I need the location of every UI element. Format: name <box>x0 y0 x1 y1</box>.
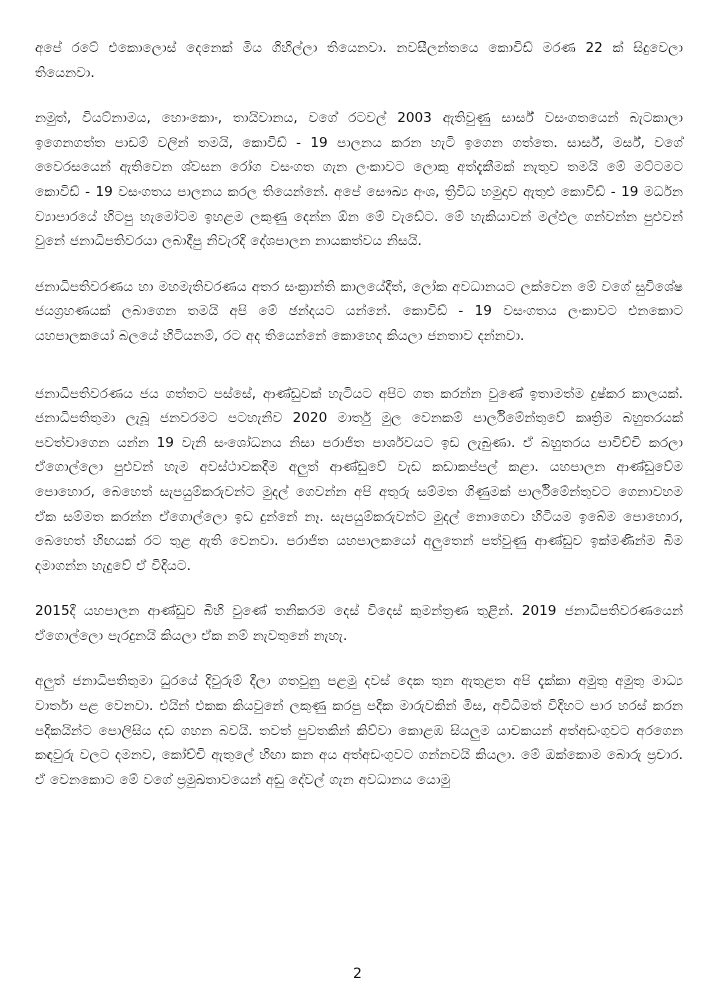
page-number: 2 <box>353 966 362 982</box>
paragraph-5: 2015දී යහපාලන ආණ්ඩුව බිහි වුණේ තනිකරම දෙස් විදෙස් කුමන්ත්‍රණ තුළින්. 2019 ජනාධිපතිවරණයෙන් ඒගොල්ලො පැරදුනයි කියලා ඒක නම් නැවතුනේ නැහැ. <box>35 603 683 644</box>
paragraph-4: ජනාධිපතිවරණය ජය ගත්තට පස්සේ, ආණ්ඩුවක් හැටියට අපිට ගත කරන්න වුණේ ඉතාමත්ම දුෂ්කර කාලයක්. ජනාධිපතිතුමා ලැබූ ජනවරමට පටහැනිව 2020 මාර්තු මුල වෙනකම් පාර්ලිමේන්තුවේ කෘත්‍රිම බහුතරයක් පවත්වාගෙන යන්න 19 වැනි සංශෝධනය නිසා පරාජිත පාර්ශවයට ඉඩ ලැබුණා. ඒ බහුතරය පාවිච්චි කරලා ඒගොල්ලො පුළුවන් හැම අවස්ථාවකදීම අලුත් ආණ්ඩුවේ වැඩ කඩාකප්පල් කළා. යහපාලන ආණ්ඩුවේම පොහොර, බෙහෙත් සැපයුම්කරුවන්ට මුදල් ගෙවන්න අපි අතුරු සම්මත ගිණුමක් පාර්ලිමේන්තුවට ගෙනාවහම ඒක සම්මත කරන්න ඒගොල්ලො ඉඩ දුන්නේ නෑ. සැපයුම්කරුවන්ට මුදල් නොගෙවා හිටියම ඉබේම පොහොර, බෙහෙත් හිඟයක් රට තුළ ඇති වෙනවා. පරාජිත යහපාලකයෝ අලුතෙන් පත්වුණු ආණ්ඩුව ඉක්මණින්ම බිම දමාගන්න හැදුවේ ඒ විදියට. <box>35 385 683 574</box>
body-text <box>35 36 683 813</box>
paragraph-1: අපේ රටේ එකොලොස් දෙනෙක් මිය ගිහිල්ලා තියෙනවා. නවසීලන්තයෙ කොවිඩ් මරණ 22 ක් සිදුවෙලා තියෙනවා. <box>35 40 683 81</box>
paragraph-2: නමුත්, වියට්නාමය, හොංකොං, තායිවානය, වගේ රටවල් 2003 ඇතිවුණු සාර්ස් වසංගතයෙන් බැටකාලා ඉගෙනගත්ත පාඩම් වලින් තමයි, කොවිඩ් - 19 පාලනය කරන හැටි ඉගෙන ගත්තෙ. සාර්ස්, මර්ස්, වගේ වෛරසයෙන් ඇතිවෙන ශ්වසන රෝග වසංගත ගැන ලංකාවට ලොකු අත්දැකීමක් නැතුව තමයි මේ මට්ටමට කොවිඩ් - 19 වසංගතය පාලනය කරල තියෙන්නේ. අපේ සෞඛ්‍ය අංශ, ත්‍රිවිධ හමුදාව ඇතුළු කොවිඩ් - 19 මර්ධන ව්‍යාපාරයේ හිටපු හැමෝටම ඉහළම ලකුණු දෙන්න ඕන මේ වැඩේට. මේ හැකියාවන් මල්ඵල ගන්වන්න පුළුවන් වුනේ ජනාධිපතිවරයා ලබාදීපු නිවැරදි දේශපාලන නායකත්වය නිසයි. <box>35 110 683 250</box>
paragraph-6: අලුත් ජනාධිපතිතුමා ධුරයේ දිවුරුම් දීලා ගතවුනු පළමු දවස් දෙක තුන ඇතුළත අපි දැක්කා අමුතු අමුතු මාධ්‍ය වාර්තා පළ වෙනවා. එයින් එකක කියවුනේ ලකුණු කරපු පදික මාරුවකින් මිස, අවිධිමත් විදිහට පාර හරස් කරන පදිකයින්ට පොලිසිය දඩ ගහන බවයි. තවත් පුවතකින් කිව්වා කොළඹ සියලුම යාචකයන් අත්අඩංගුවට අරගෙන කඳවුරු වලට දමනව, කෝච්චි ඇතුලේ හිඟා කන අය අත්අඩංගුවට ගන්නවයි කියලා. මේ ඔක්කොම බොරු ප්‍රචාර. ඒ වෙනකොට මේ වගේ ප්‍රමුඛතාවයෙන් අඩු දේවල් ගැන අවධානය යොමු <box>35 673 683 788</box>
paragraph-3: ජනාධිපතිවරණය හා මහමැතිවරණය අතර සංක්‍රාන්ති කාලයේදීත්, ලෝක අවධානයට ලක්වෙන මේ වගේ සුවිශේෂ ජයග්‍රහණයක් ලබාගෙන තමයි අපි මේ ඡන්දයට යන්නේ. කොවිඩ් - 19 වසංගතය ලංකාවට එනකොට යහපාලකයෝ බලයේ හිටියනම්, රට අද තියෙන්නේ කොහෙද කියලා ජනතාව දන්නවා. <box>35 278 683 344</box>
